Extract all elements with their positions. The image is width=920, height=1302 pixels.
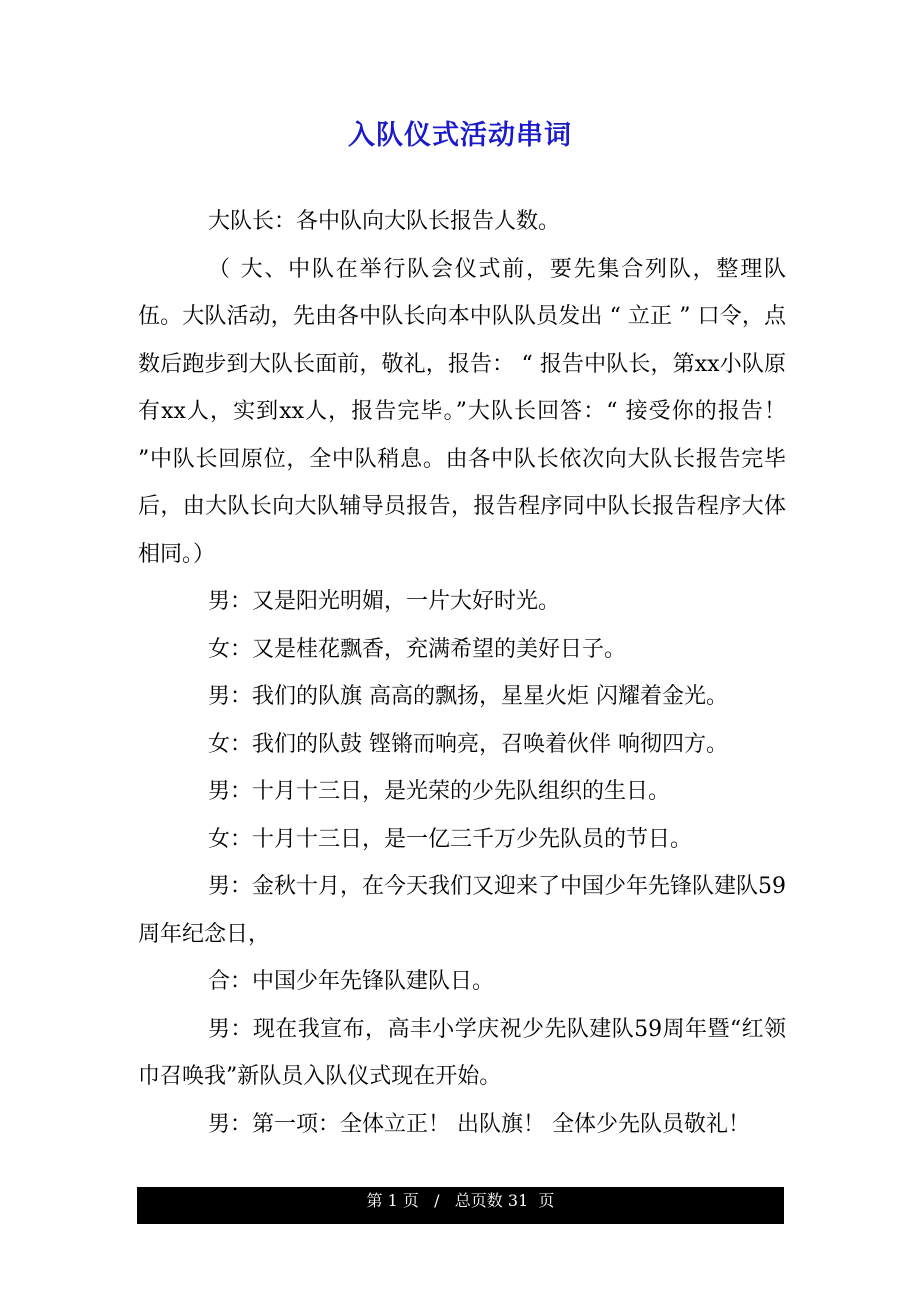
document-body: [138, 198, 786, 1148]
document-title: 入队仪式活动串词: [348, 120, 572, 151]
paragraph-9: 男：金秋十月，在今天我们又迎来了中国少年先锋队建队59周年纪念日，: [138, 874, 786, 947]
paragraph-6: 女：我们的队鼓 铿锵而响亮，召唤着伙伴 响彻四方。: [208, 731, 728, 757]
paragraph-8: 女：十月十三日，是一亿三千万少先队员的节日。: [208, 826, 693, 852]
page-number-label: 第 1 页 / 总页数 31 页: [366, 1191, 555, 1210]
paragraph-1: 大队长：各中队向大队长报告人数。: [208, 209, 561, 234]
paragraph-5: 男：我们的队旗 高高的飘扬，星星火炬 闪耀着金光。: [208, 684, 728, 709]
paragraph-2: （ 大、中队在举行队会仪式前，要先集合列队，整理队伍。大队活动，先由各中队长向本中队队员发出 “ 立正 ” 口令，点数后跑步到大队长面前，敬礼，报告： “ 报告中队长，第xx小队原有xx人，实到xx人，报告完毕。”大队长回答：“ 接受你的报告！ ”中队长回原位，全中队稍息。由各中队长依次向大队长报告完毕后，由大队长向大队辅导员报告，报告程序同中队长报告程序大体相同。）: [138, 256, 786, 567]
page-footer: [137, 1187, 784, 1224]
paragraph-10: 合：中国少年先锋队建队日。: [208, 969, 495, 994]
paragraph-11: 男：现在我宣布，高丰小学庆祝少先队建队59周年暨“红领巾召唤我”新队员入队仪式现在开始。: [138, 1016, 786, 1089]
paragraph-12: 男：第一项：全体立正！ 出队旗！ 全体少先队员敬礼！: [208, 1111, 750, 1137]
paragraph-7: 男：十月十三日，是光荣的少先队组织的生日。: [208, 779, 671, 804]
paragraph-3: 男：又是阳光明媚，一片大好时光。: [208, 589, 561, 614]
paragraph-4: 女：又是桂花飘香，充满希望的美好日子。: [208, 636, 627, 662]
